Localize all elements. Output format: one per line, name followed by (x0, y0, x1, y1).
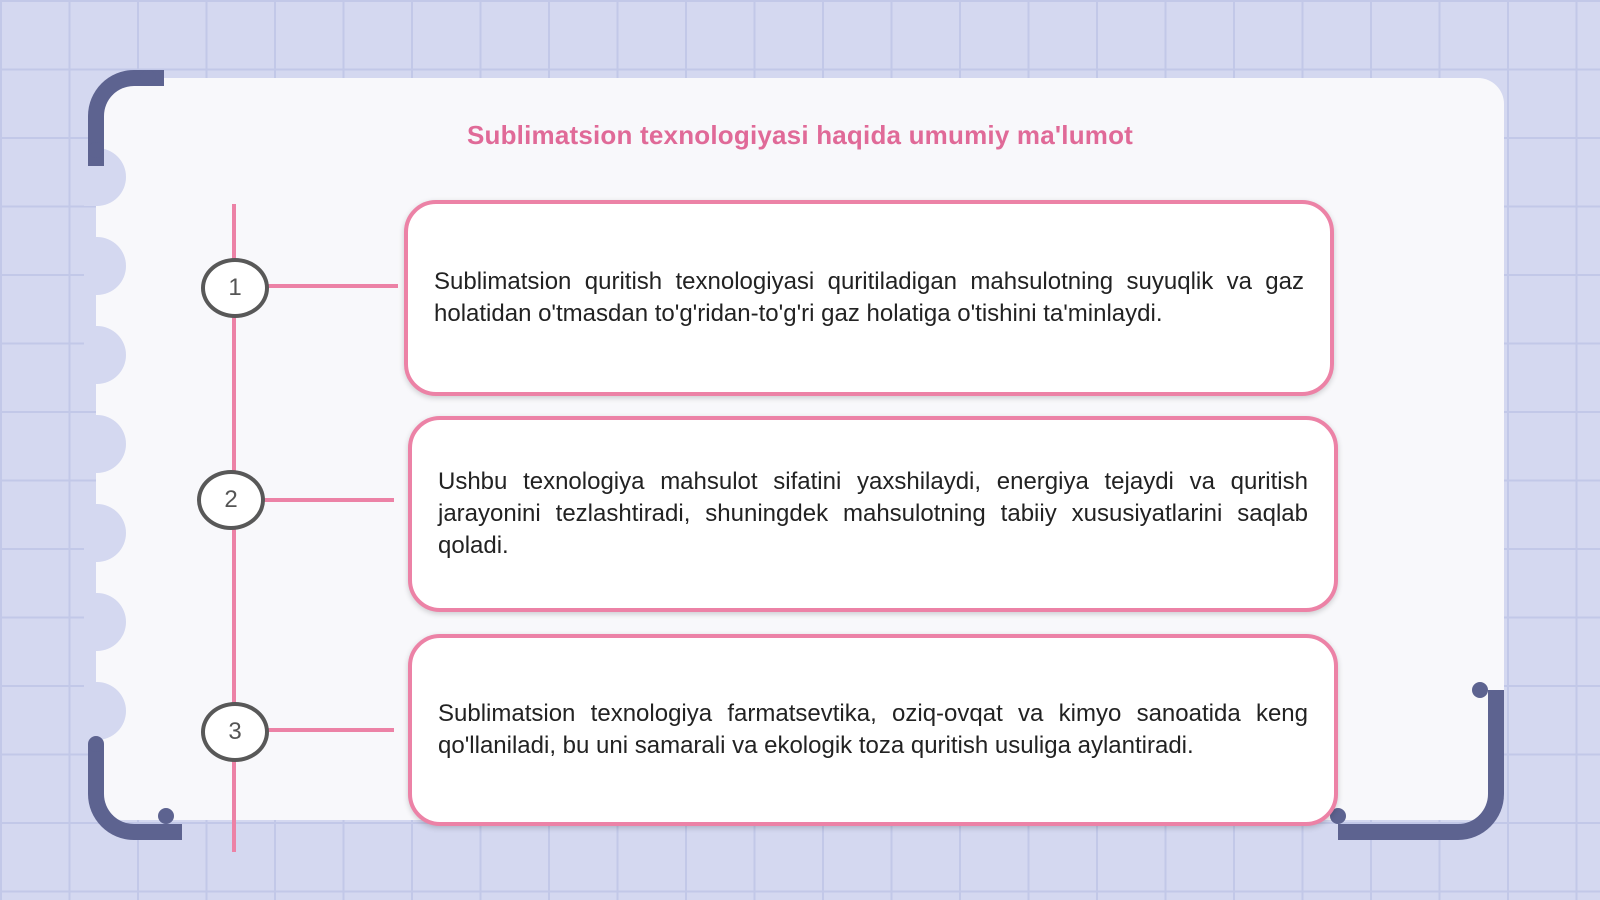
frame-corner-bottom-right (1338, 690, 1504, 840)
frame-corner-cap (1472, 682, 1488, 698)
step-number-1: 1 (201, 258, 269, 318)
step-number-2: 2 (197, 470, 265, 530)
info-card-1 (404, 200, 1334, 396)
info-card-text: Sublimatsion texnologiya farmatsevtika, oziq-ovqat va kimyo sanoatida keng qo'llaniladi, bu uni samarali va ekologik toza quritish usuliga aylantiradi. (438, 700, 1308, 759)
frame-corner-cap (88, 736, 104, 752)
timeline-connector (258, 498, 394, 502)
frame-corner-cap (158, 808, 174, 824)
frame-corner-cap (140, 70, 156, 86)
info-card-2 (408, 416, 1338, 612)
timeline-connector (262, 728, 394, 732)
info-card-text: Sublimatsion quritish texnologiyasi quritiladigan mahsulotning suyuqlik va gaz holatidan o'tmasdan to'g'ridan-to'g'ri gaz holatiga o'tishini ta'minlaydi. (434, 268, 1304, 327)
info-card-text: Ushbu texnologiya mahsulot sifatini yaxshilaydi, energiya tejaydi va quritish jarayonini tezlashtiradi, shuningdek mahsulotning tabiiy xususiyatlarini saqlab qoladi. (438, 468, 1308, 559)
info-card-3 (408, 634, 1338, 826)
frame-corner-bottom-left (88, 744, 182, 840)
timeline-connector (262, 284, 398, 288)
step-number-3: 3 (201, 702, 269, 762)
slide-title: Sublimatsion texnologiyasi haqida umumiy ma'lumot (466, 120, 1134, 150)
